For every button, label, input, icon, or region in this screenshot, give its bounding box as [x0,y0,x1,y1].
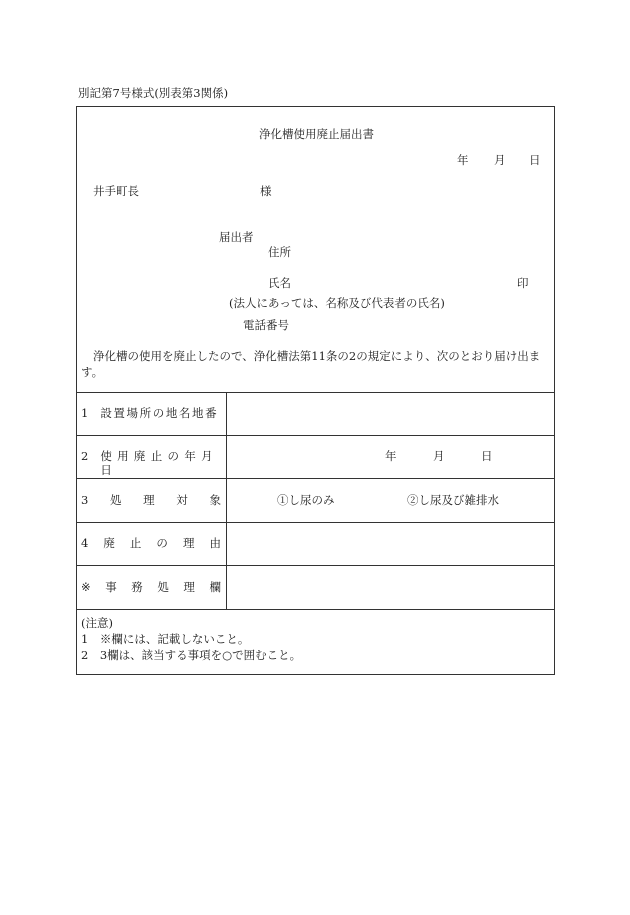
form-title: 浄化槽使用廃止届出書 [259,127,374,141]
abolition-date-month: 月 [433,449,445,463]
statement-line-2: す。 [81,365,104,379]
option-night-soil-and-wastewater: ②し尿及び雑排水 [407,493,499,507]
row-divider [77,522,554,523]
row-divider [77,478,554,479]
row-label-treatment-target: 3 処 理 対 象 [81,493,221,507]
abolition-date-day: 日 [481,449,493,463]
addressee-honorific: 様 [260,184,272,198]
option-night-soil-only: ①し尿のみ [277,493,335,507]
row-label-text: 使用廃止の年月日 [100,449,218,477]
column-divider [226,392,227,609]
row-label-location [81,406,221,420]
abolition-date-year: 年 [385,449,397,463]
row-number: 3 [81,493,89,507]
row-divider [77,565,554,566]
row-mark: ※ [81,580,91,594]
table-bottom-border [77,609,554,610]
table-top-border [77,392,554,393]
row-number: 4 [81,536,89,550]
seal-mark: 印 [517,276,529,290]
row-label-abolition-date [81,449,221,477]
row-label-office-use: ※ 事 務 処 理 欄 [81,580,221,594]
date-month: 月 [494,153,506,167]
phone-label: 電話番号 [243,318,289,332]
form-box [76,106,555,675]
note-item: 1 ※欄には、記載しないこと。 [81,632,250,646]
corporate-note: (法人にあっては、名称及び代表者の氏名) [229,296,445,310]
row-label-text: 設置場所の地名地番 [100,406,219,420]
row-number: 1 [81,406,89,420]
form-label: 別記第7号様式(別表第3関係) [78,86,229,100]
row-divider [77,435,554,436]
applicant-heading: 届出者 [219,230,254,244]
row-number: 2 [81,449,89,463]
address-label: 住所 [268,245,291,259]
name-label: 氏名 [268,276,291,290]
date-year: 年 [457,153,469,167]
row-label-abolition-reason: 4 廃 止 の 理 由 [81,536,221,550]
statement-line-1: 浄化槽の使用を廃止したので、浄化槽法第11条の2の規定により、次のとおり届け出ま [93,349,541,363]
date-day: 日 [529,153,541,167]
addressee-name: 井手町長 [93,184,139,198]
notes-heading: (注意) [81,616,113,630]
note-item: 2 3欄は、該当する事項を○で囲むこと。 [81,648,302,662]
